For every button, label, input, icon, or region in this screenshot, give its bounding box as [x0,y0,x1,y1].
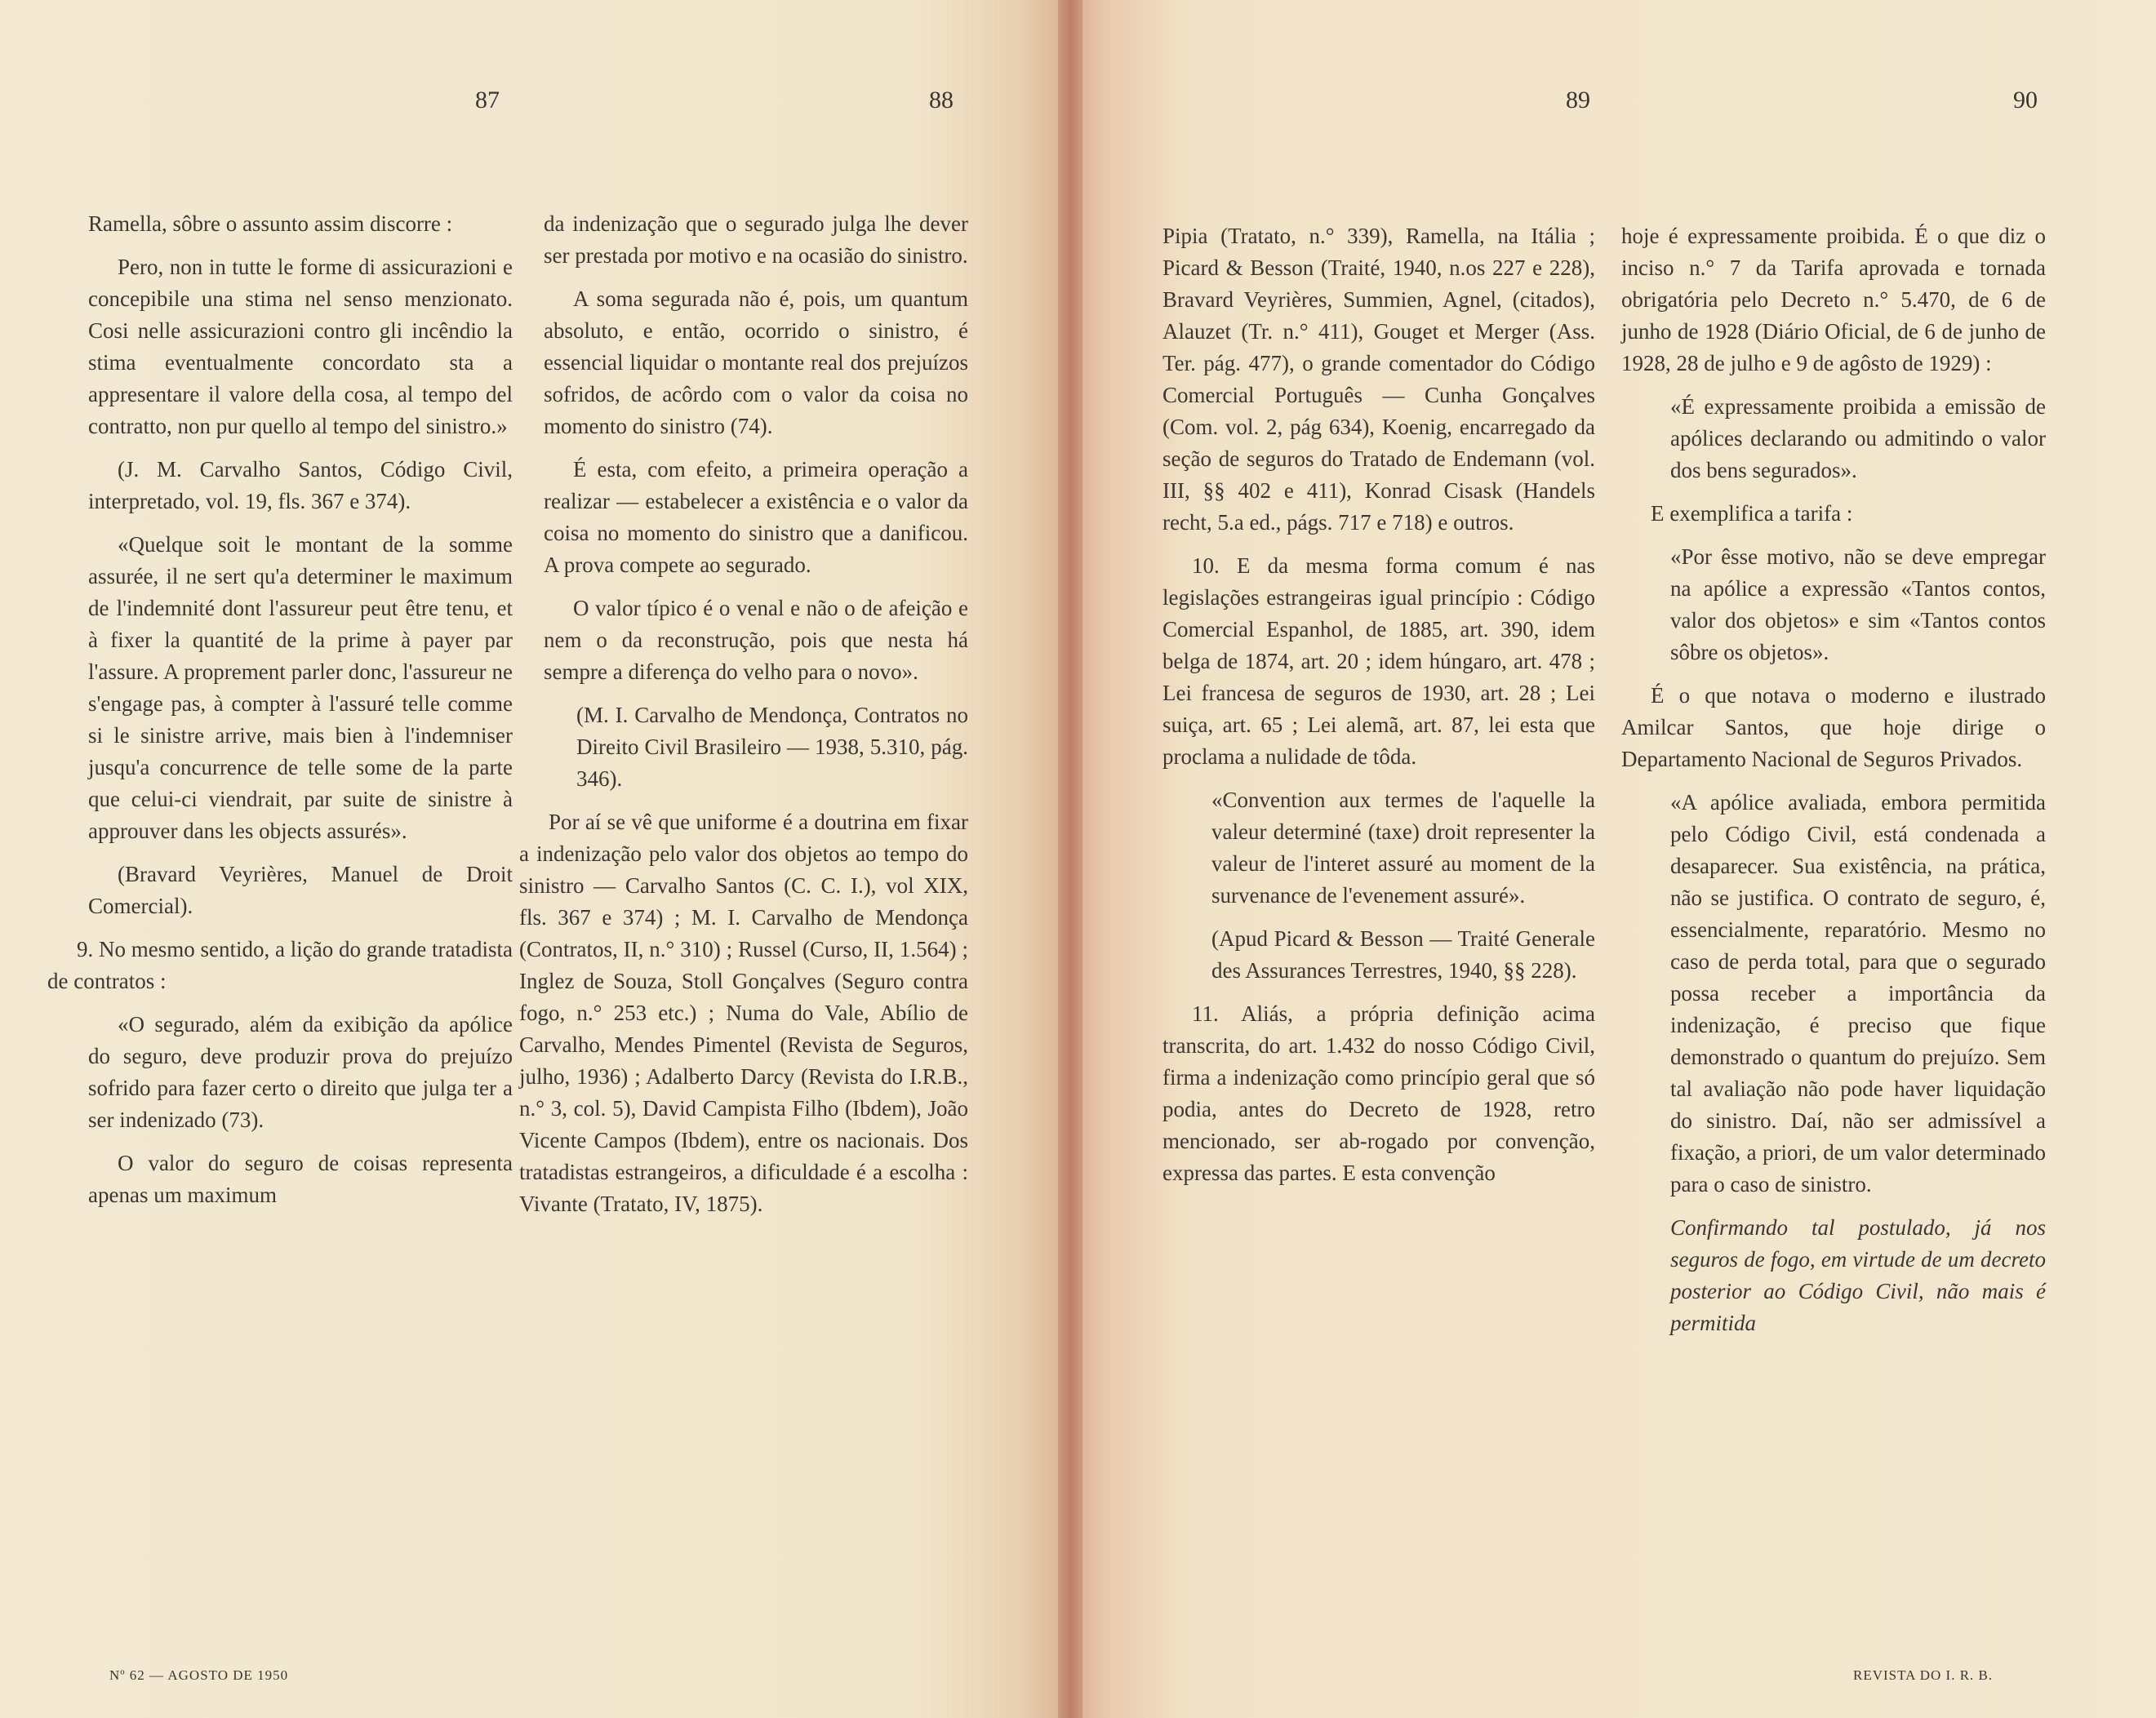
quote-paragraph: «Por êsse motivo, não se deve empregar na apólice a expressão «Tantos contos, valor dos objetos» e sim «Tantos contos sôbre os objetos». [1670,544,2046,664]
paragraph: É esta, com efeito, a primeira operação a realizar — estabelecer a existência e o valor da coisa no momento do sinistro que a danificou. A prova compete ao segurado. [544,457,968,577]
paragraph: da indenização que o segurado julga lhe dever ser prestada por motivo e na ocasião do sinistro. [544,211,968,268]
citation: (J. M. Carvalho Santos, Código Civil, interpretado, vol. 19, fls. 367 e 374). [88,457,513,513]
quote-paragraph: «É expressamente proibida a emissão de apólices declarando ou admitindo o valor dos bens segurados». [1670,394,2046,482]
section-paragraph: 11. Aliás, a própria definição acima transcrita, do art. 1.432 do nosso Código Civil, firma a indenização como princípio geral que só podia, antes do Decreto de 1928, retro mencionado, ser ab-rogado por convenção, expressa das partes. E esta convenção [1162,1001,1595,1185]
footer-journal: REVISTA DO I. R. B. [1853,1667,1994,1683]
citation: (M. I. Carvalho de Mendonça, Contratos no Direito Civil Brasileiro — 1938, 5.310, pág. 346). [576,703,968,791]
quote-paragraph: «A apólice avaliada, embora permitida pelo Código Civil, está condenada a desaparecer. Sua existência, na prática, não se justifica. O contrato de seguro, é, essencialmente, reparatório. Mesmo no caso de perda total, para que o segurado possa receber a importância da indenização, é preciso que fique demonstrado o quantum do prejuízo. Sem tal avaliação não pode haver liquidação do sinistro. Daí, não ser admissível a fixação, a priori, de um valor determinado para o caso de sinistro. [1670,790,2046,1196]
citation: (Apud Picard & Besson — Traité Generale des Assurances Terrestres, 1940, §§ 228). [1211,926,1595,983]
paragraph: É o que notava o moderno e ilustrado Amilcar Santos, que hoje dirige o Departamento Nacional de Seguros Privados. [1621,683,2046,771]
page-number-90: 90 [2013,87,2038,113]
paragraph: Pipia (Tratato, n.° 339), Ramella, na Itália ; Picard & Besson (Traité, 1940, n.os 227 e 228), Bravard Veyrières, Summien, Agnel, (citados), Alauzet (Tr. n.° 411), Gouget et Merger (Ass. Ter. pág. 477), o grande comentador do Código Comercial Português — Cunha Gonçalves (Com. vol. 2, pág 634), Koenig, encarregado da seção de seguros do Tratado de Endemann (vol. III, §§ 402 e 411), Konrad Cisask (Handels recht, 5.a ed., págs. 717 e 718) e outros. [1162,224,1595,535]
citation: (Bravard Veyrières, Manuel de Droit Comercial). [88,862,513,918]
page-number-89: 89 [1566,87,1590,113]
section-paragraph: 9. No mesmo sentido, a lição do grande tratadista de contratos : [47,937,513,993]
quote-paragraph: «Convention aux termes de l'aquelle la valeur determiné (taxe) droit representer la valeur de l'interet assuré au moment de la survenance de l'evenement assuré». [1211,788,1595,908]
page-number-87: 87 [475,87,500,113]
paragraph: Por aí se vê que uniforme é a doutrina em fixar a indenização pelo valor dos objetos ao tempo do sinistro — Carvalho Santos (C. C. I.), vol XIX, fls. 367 e 374) ; M. I. Carvalho de Mendonça (Contratos, II, n.° 310) ; Russel (Curso, II, 1.564) ; Inglez de Souza, Stoll Gonçalves (Seguro contra fogo, n.° 253 etc.) ; Numa do Vale, Abílio de Carvalho, Mendes Pimentel (Revista de Seguros, julho, 1936) ; Adalberto Darcy (Revista do I.R.B., n.° 3, col. 5), David Campista Filho (Ibdem), João Vicente Campos (Ibdem), entre os nacionais. Dos tratadistas estrangeiros, a dificuldade é a escolha : Vivante (Tratato, IV, 1875). [519,810,968,1216]
quote-paragraph: «O segurado, além da exibição da apólice do seguro, deve produzir prova do prejuízo sofrido para fazer certo o direito que julga ter a ser indenizado (73). [88,1012,513,1132]
quote-paragraph: O valor do seguro de coisas representa apenas um maximum [88,1151,513,1207]
section-paragraph: 10. E da mesma forma comum é nas legislações estrangeiras igual princípio : Código Comercial Espanhol, de 1885, art. 390, idem belga de 1874, art. 20 ; idem húngaro, art. 478 ; Lei francesa de seguros de 1930, art. 28 ; Lei suiça, art. 65 ; Lei alemã, art. 87, lei esta que proclama a nulidade de tôda. [1162,553,1595,769]
paragraph: A soma segurada não é, pois, um quantum absoluto, e então, ocorrido o sinistro, é essencial liquidar o montante real dos prejuízos sofridos, de acôrdo com o valor da coisa no momento do sinistro (74). [544,286,968,438]
quote-paragraph: Pero, non in tutte le forme di assicurazioni e concepibile una stima nel senso menzionato. Cosi nelle assicurazioni contro gli incêndio la stima eventualmente concordato sta a appresentare il valore della cosa, al tempo del contratto, non pur quello al tempo del sinistro.» [88,255,513,438]
column-page-88 [519,208,968,1232]
paragraph: O valor típico é o venal e não o de afeição e nem o da reconstrução, pois que nesta há sempre a diferença do velho para o novo». [544,596,968,684]
paragraph: hoje é expressamente proibida. É o que diz o inciso n.° 7 da Tarifa aprovada e tornada obrigatória pelo Decreto n.° 5.470, de 6 de junho de 1928 (Diário Oficial, de 6 de junho de 1928, 28 de julho e 9 de agôsto de 1929) : [1621,224,2046,375]
book-gutter [1058,0,1082,1718]
column-page-89 [1162,220,1595,1201]
quote-paragraph: «Quelque soit le montant de la somme assurée, il ne sert qu'a determiner le maximum de l'indemnité dont l'assureur peut être tenu, et à fixer la quantité de la prime à payer par l'assure. A proprement parler donc, l'assureur ne s'engage pas, à compter à l'assuré telle comme si le sinistre arrive, mais bien à l'indemniser jusqu'a concurrence de telle some de la parte que celui-ci viendrait, par suite de sinistre à approuver dans les objects assurés». [88,532,513,843]
footer-issue: Nº 62 — AGOSTO DE 1950 [109,1667,289,1683]
paragraph: E exemplifica a tarifa : [1651,501,1853,526]
page-number-88: 88 [929,87,954,113]
column-page-87 [47,208,513,1223]
quote-paragraph: Confirmando tal postulado, já nos seguros de fogo, em virtude de um decreto posterior ao Código Civil, não mais é permitida [1670,1215,2046,1335]
column-page-90 [1621,220,2046,1351]
paragraph: Ramella, sôbre o assunto assim discorre : [88,211,453,236]
